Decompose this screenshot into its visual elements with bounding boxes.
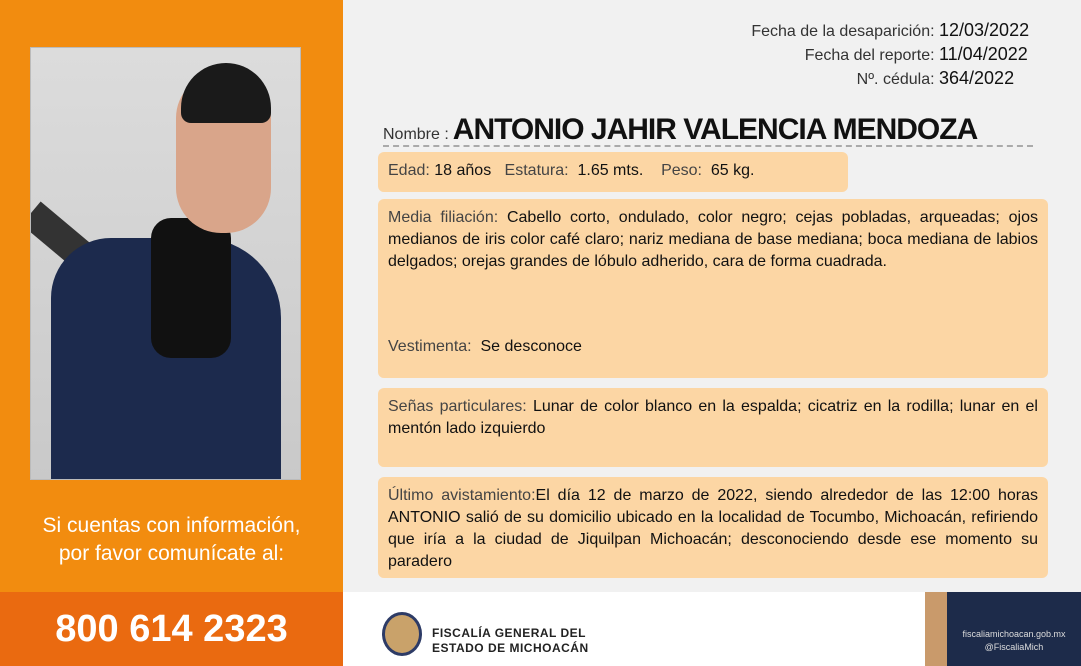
contact-prompt-line2: por favor comunícate al: bbox=[58, 542, 285, 565]
accent-strip bbox=[925, 592, 947, 666]
senas-particulares-box: Señas particulares: Lunar de color blanco en la espalda; cicatriz en la rodilla; lunar en el mentón lado izquierdo bbox=[378, 388, 1048, 467]
cedula: Nº. cédula: 364/2022 bbox=[856, 68, 1015, 88]
physical-stats-box: Edad: 18 años Estatura: 1.65 mts. Peso: 65 kg. bbox=[378, 152, 848, 192]
fecha-reporte: Fecha del reporte: 11/04/2022 bbox=[804, 44, 1028, 64]
fecha-desaparicion: Fecha de la desaparición: 12/03/2022 bbox=[751, 20, 1030, 40]
phone-number[interactable]: 800 614 2323 bbox=[0, 592, 343, 666]
contact-links bbox=[947, 592, 1081, 666]
left-panel bbox=[0, 0, 343, 592]
website-link[interactable]: fiscaliamichoacan.gob.mx bbox=[962, 629, 1066, 639]
fge-seal-icon bbox=[382, 612, 422, 656]
contact-prompt bbox=[0, 512, 343, 568]
contact-prompt-line1: Si cuentas con información, bbox=[42, 514, 301, 537]
person-name: ANTONIO JAHIR VALENCIA MENDOZA bbox=[452, 113, 978, 146]
org-name: FISCALÍA GENERAL DEL ESTADO DE MICHOACÁN bbox=[432, 626, 589, 655]
media-filiacion-box: Media filiación: Cabello corto, ondulado, color negro; cejas pobladas, arqueadas; ojos medianos de iris color café claro; nariz mediana de base mediana; boca mediana de labios delgados; orejas grandes de lóbulo adherido, cara de forma cuadrada. Vestimenta: Se desconoce bbox=[378, 199, 1048, 378]
person-photo bbox=[30, 47, 301, 480]
ultimo-avistamiento-box: Último avistamiento:El día 12 de marzo de 2022, siendo alrededor de las 12:00 horas ANTONIO salió de su domicilio ubicado en la localidad de Tocumbo, Michoacán, refiriendo que iría a la ciudad de Jiquilpan Michoacán; desconociendo desde ese momento su paradero bbox=[378, 477, 1048, 578]
name-row: Nombre : ANTONIO JAHIR VALENCIA MENDOZA bbox=[383, 113, 1033, 147]
social-handle[interactable]: @FiscaliaMich bbox=[984, 642, 1044, 652]
